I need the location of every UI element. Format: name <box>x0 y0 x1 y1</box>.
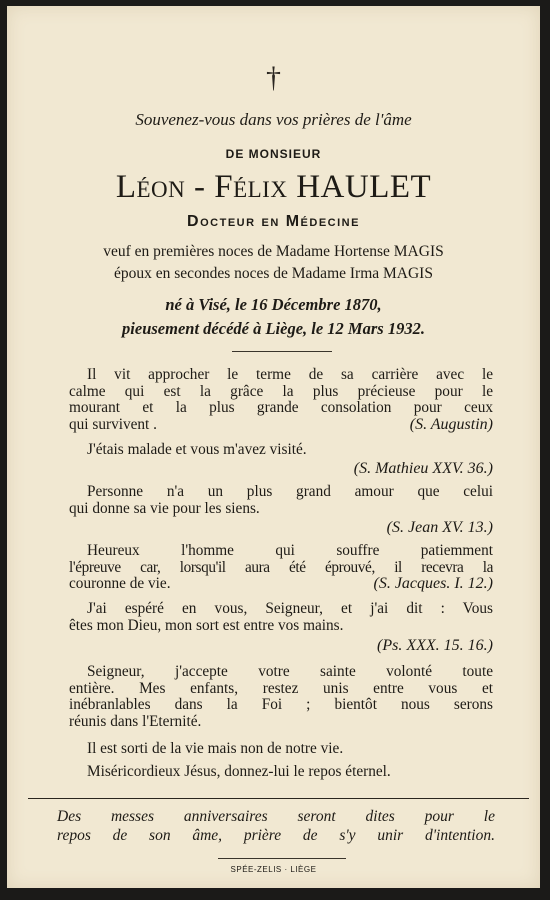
quote-line: êtes mon Dieu, mon sort est entre vos mains. <box>69 616 344 634</box>
quote-augustin <box>69 367 493 434</box>
quote-mathieu <box>69 442 493 477</box>
quote-reference: (S. Augustin) <box>409 416 493 434</box>
quote-line: inébranlables dans la Foi ; bientôt nous serons <box>69 696 493 714</box>
quote-reference: (S. Jacques. I. 12.) <box>373 575 493 593</box>
masses-notice <box>57 807 495 845</box>
quote-line: calme qui est la grâce la plus précieuse pour le <box>69 382 493 400</box>
memorial-card <box>7 6 540 888</box>
quote-reference: (S. Jean XV. 13.) <box>386 519 493 537</box>
death-line: pieusement décédé à Liège, le 12 Mars 1932. <box>122 319 425 338</box>
quote-line: J'étais malade et vous m'avez visité. <box>87 441 307 458</box>
quote-line: qui survivent . <box>69 416 157 434</box>
final-words <box>69 664 493 731</box>
printer-mark: SPÉE-ZELIS · LIÈGE <box>230 865 317 874</box>
prayer-line: Miséricordieux Jésus, donnez-lui le repos éternel. <box>87 763 391 780</box>
birth-line: né à Visé, le 16 Décembre 1870, <box>165 295 382 314</box>
quote-reference: (Ps. XXX. 15. 16.) <box>377 637 493 655</box>
de-monsieur-label: DE MONSIEUR <box>225 147 322 161</box>
quote-line: qui donne sa vie pour les siens. <box>69 499 260 517</box>
quote-line: entière. Mes enfants, restez unis entre vous et <box>69 679 493 697</box>
quote-line: l'épreuve car, lorsqu'il aura été éprouvé, il recevra la <box>69 558 493 576</box>
second-marriage-line: époux en secondes noces de Madame Irma MAGIS <box>114 265 433 282</box>
quote-line: J'ai espéré en vous, Seigneur, et j'ai dit : Vous <box>87 600 493 617</box>
divider-short <box>232 351 332 352</box>
quote-psalm <box>69 601 493 655</box>
masses-line: Des messes anniversaires seront dites pour le <box>57 808 495 825</box>
cross-icon: † <box>266 61 281 94</box>
quote-jean <box>69 484 493 537</box>
deceased-name: Léon - Félix HAULET <box>115 169 432 205</box>
masses-line: repos de son âme, prière de s'y unir d'intention. <box>57 827 495 844</box>
profession-title: Docteur en Médecine <box>187 213 360 230</box>
quote-reference: (S. Mathieu XXV. 36.) <box>353 459 493 477</box>
quote-line: Il vit approcher le terme de sa carrière avec le <box>87 366 493 383</box>
sorti-line: Il est sorti de la vie mais non de notre vie. <box>87 740 344 757</box>
quote-jacques <box>69 543 493 593</box>
quote-line: réunis dans l'Eternité. <box>69 713 202 731</box>
quote-line: Personne n'a un plus grand amour que celui <box>87 483 493 500</box>
remembrance-heading: Souvenez-vous dans vos prières de l'âme <box>135 110 412 129</box>
quote-line: mourant et la plus grande consolation pour ceux <box>69 399 493 417</box>
first-marriage-line: veuf en premières noces de Madame Hortense MAGIS <box>103 243 444 260</box>
divider-long <box>28 798 529 799</box>
divider-small <box>218 858 346 859</box>
quote-line: Seigneur, j'accepte votre sainte volonté toute <box>87 663 493 680</box>
quote-line: couronne de vie. <box>69 575 171 593</box>
quote-line: Heureux l'homme qui souffre patiemment <box>87 542 493 559</box>
